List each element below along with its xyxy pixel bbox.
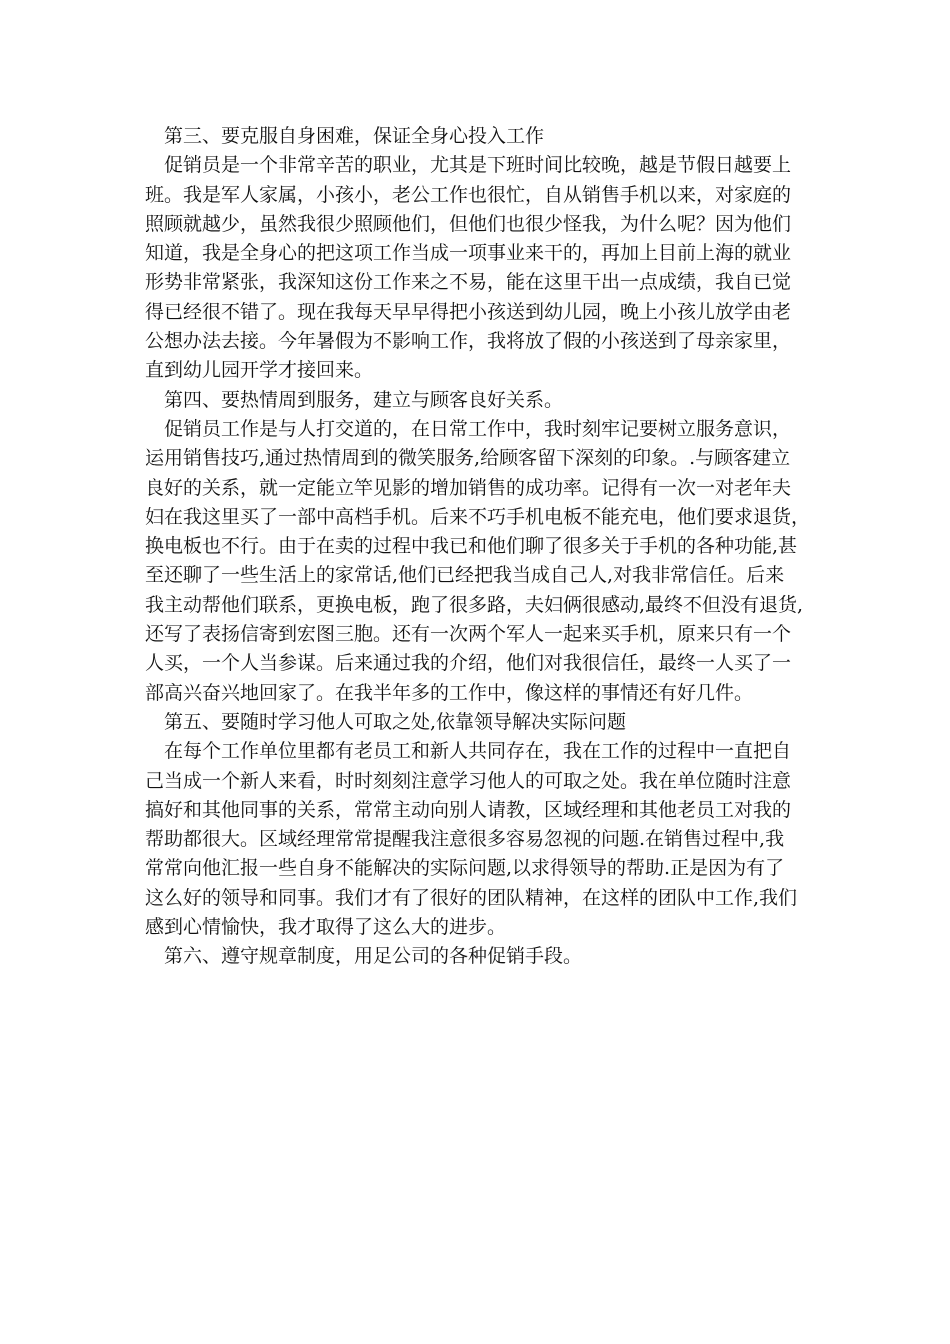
paragraph-line: 直到幼儿园开学才接回来。 [145, 359, 374, 382]
paragraph-line: 良好的关系，就一定能立竿见影的增加销售的成功率。记得有一次一对老年夫 [145, 476, 792, 499]
paragraph-line: 换电板也不行。由于在卖的过程中我已和他们聊了很多关于手机的各种功能,甚 [145, 535, 798, 558]
section-heading-3: 第三、要克服自身困难，保证全身心投入工作 [164, 125, 545, 147]
paragraph-line: 妇在我这里买了一部中高档手机。后来不巧手机电板不能充电，他们要求退货， [145, 505, 810, 528]
document-body [145, 122, 810, 972]
paragraph-line: 部高兴奋兴地回家了。在我半年多的工作中，像这样的事情还有好几件。 [145, 681, 754, 704]
paragraph-line: 促销员工作是与人打交道的，在日常工作中，我时刻牢记要树立服务意识， [164, 417, 792, 440]
paragraph-line: 班。我是军人家属，小孩小，老公工作也很忙，自从销售手机以来，对家庭的 [145, 183, 792, 206]
paragraph-line: 这么好的领导和同事。我们才有了很好的团队精神，在这样的团队中工作,我们 [145, 886, 798, 909]
paragraph-line: 促销员是一个非常辛苦的职业，尤其是下班时间比较晚，越是节假日越要上 [164, 154, 792, 177]
paragraph-line: 感到心情愉快，我才取得了这么大的进步。 [145, 916, 507, 939]
paragraph-line: 知道，我是全身心的把这项工作当成一项事业来干的，再加上目前上海的就业 [145, 242, 792, 265]
paragraph-line: 至还聊了一些生活上的家常话,他们已经把我当成自己人,对我非常信任。后来 [145, 564, 785, 587]
paragraph-line: 帮助都很大。区域经理常常提醒我注意很多容易忽视的问题.在销售过程中,我 [145, 828, 785, 851]
paragraph-line: 人买，一个人当参谋。后来通过我的介绍，他们对我很信任，最终一人买了一 [145, 652, 792, 675]
paragraph-line: 还写了表扬信寄到宏图三胞。还有一次两个军人一起来买手机，原来只有一个 [145, 623, 792, 646]
paragraph-line: 我主动帮他们联系，更换电板，跑了很多路，夫妇俩很感动,最终不但没有退货, [145, 593, 804, 616]
paragraph-line: 得已经很不错了。现在我每天早早得把小孩送到幼儿园，晚上小孩儿放学由老 [145, 300, 792, 323]
paragraph-line: 己当成一个新人来看，时时刻刻注意学习他人的可取之处。我在单位随时注意 [145, 769, 792, 792]
paragraph-line: 常常向他汇报一些自身不能解决的实际问题,以求得领导的帮助.正是因为有了 [145, 857, 785, 880]
paragraph-line: 运用销售技巧,通过热情周到的微笑服务,给顾客留下深刻的印象。.与顾客建立 [145, 447, 791, 470]
paragraph-line: 形势非常紧张，我深知这份工作来之不易，能在这里干出一点成绩，我自已觉 [145, 271, 792, 294]
paragraph-line: 照顾就越少，虽然我很少照顾他们，但他们也很少怪我，为什么呢？因为他们 [145, 212, 792, 235]
section-heading-4: 第四、要热情周到服务，建立与顾客良好关系。 [164, 388, 564, 411]
paragraph-line: 在每个工作单位里都有老员工和新人共同存在，我在工作的过程中一直把自 [164, 740, 792, 763]
paragraph-line: 公想办法去接。今年暑假为不影响工作，我将放了假的小孩送到了母亲家里， [145, 330, 792, 353]
section-heading-5: 第五、要随时学习他人可取之处,依靠领导解决实际问题 [164, 710, 627, 733]
paragraph-line: 搞好和其他同事的关系，常常主动向别人请教，区域经理和其他老员工对我的 [145, 798, 792, 821]
section-heading-6: 第六、遵守规章制度，用足公司的各种促销手段。 [164, 945, 583, 968]
